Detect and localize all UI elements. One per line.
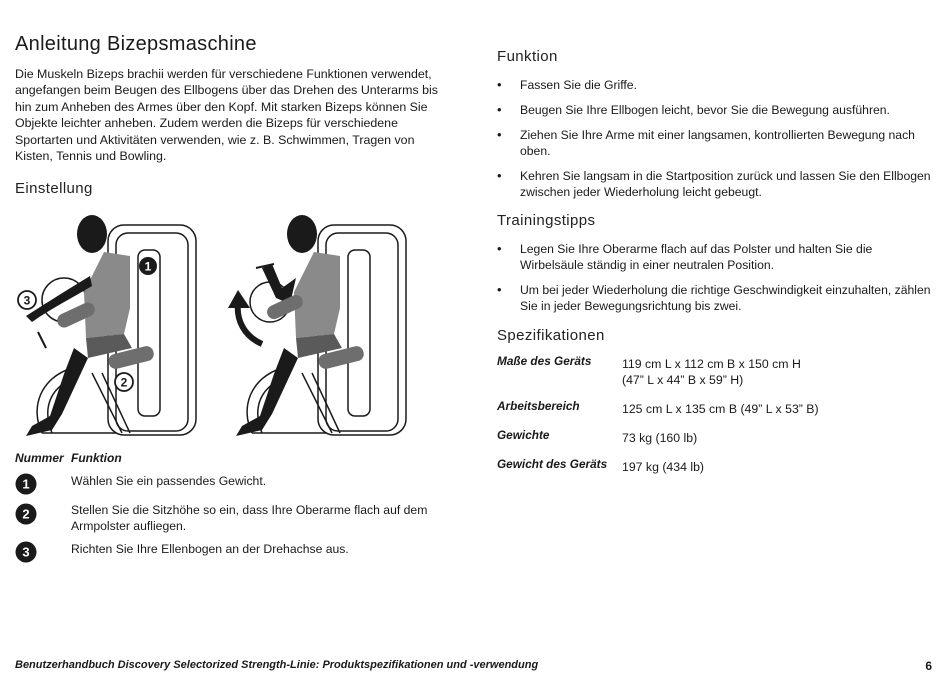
list-item-text: Um bei jeder Wiederholung die richtige Geschwindigkeit einzuhalten, zählen Sie in jeder Bewegungsrichtung bis zwei.	[520, 283, 931, 313]
spec-value-machine-weight: 197 kg (434 lb)	[622, 460, 705, 474]
head	[287, 215, 317, 253]
setup-heading: Einstellung	[15, 180, 93, 197]
page-number: 6	[925, 659, 932, 673]
legend-number-2-icon	[15, 503, 37, 525]
spec-label-workspace: Arbeitsbereich	[497, 399, 580, 413]
page-title: Anleitung Bizepsmaschine	[15, 33, 257, 55]
specs-heading: Spezifikationen	[497, 327, 605, 344]
spec-value-line: 119 cm L x 112 cm B x 150 cm H	[622, 357, 801, 371]
list-item-text: Fassen Sie die Griffe.	[520, 78, 637, 92]
spec-value-weights: 73 kg (160 lb)	[622, 431, 698, 445]
legend-number-2: 2	[22, 506, 30, 522]
intro-paragraph: Die Muskeln Bizeps brachii werden für verschiedene Funktionen verwendet, angefangen beim Beugen des Ellbogens über das Drehen des Unterarms bis hin zum Anheben des Armes über den Kopf. Mit starken Bizeps können Sie Objekte leichter anheben. Zudem werden die Bizeps für verschiedene Sportarten und Aktivitäten verwenden, wie z. B. Schwimmen, Tragen von Kisten, Tennis und Bowling.	[15, 67, 438, 164]
legend-number-1: 1	[22, 476, 30, 492]
callout-1-number: 1	[144, 259, 152, 274]
list-item-text: Kehren Sie langsam in die Startposition zurück und lassen Sie den Ellbogen zwischen jeder Wiederholung leicht gebeugt.	[520, 169, 931, 199]
callout-2-number: 2	[120, 375, 128, 390]
footer-text: Benutzerhandbuch Discovery Selectorized Strength-Linie: Produktspezifikationen und -verwendung	[15, 659, 539, 671]
machine-illustration-start	[12, 208, 212, 440]
list-item	[497, 127, 937, 159]
leg	[236, 348, 298, 436]
list-item-text: Ziehen Sie Ihre Arme mit einer langsamen, kontrollierten Bewegung nach oben.	[520, 128, 915, 158]
legend-text-1: Wählen Sie ein passendes Gewicht.	[71, 474, 267, 488]
function-list	[497, 77, 937, 209]
spec-value-workspace: 125 cm L x 135 cm B (49” L x 53” B)	[622, 402, 819, 416]
bullet-icon: •	[497, 102, 502, 117]
legend-number-3-icon	[15, 541, 37, 563]
callout-3	[18, 291, 36, 309]
function-heading: Funktion	[497, 48, 558, 65]
list-item	[497, 282, 937, 314]
bullet-icon: •	[497, 77, 502, 92]
leg	[26, 348, 88, 436]
bullet-icon: •	[497, 241, 502, 256]
legend-header-function: Funktion	[71, 451, 122, 465]
spec-value-line: (47” L x 44” B x 59” H)	[622, 373, 744, 387]
callout-1	[139, 257, 157, 275]
legend-header-number: Nummer	[15, 451, 64, 465]
legend-text-2: Stellen Sie die Sitzhöhe so ein, dass Ihre Oberarme flach auf dem Armpolster aufliegen.	[71, 503, 428, 533]
legend-number-3: 3	[22, 544, 30, 560]
handle-start	[38, 332, 46, 348]
machine-illustration-finish	[222, 208, 422, 440]
seat-post	[302, 373, 340, 433]
callout-3-number: 3	[23, 293, 31, 308]
list-item-text: Beugen Sie Ihre Ellbogen leicht, bevor Sie die Bewegung ausführen.	[520, 103, 890, 117]
legend-text-3: Richten Sie Ihre Ellenbogen an der Drehachse aus.	[71, 542, 349, 556]
list-item	[497, 168, 937, 200]
list-item	[497, 241, 937, 273]
list-item	[497, 102, 937, 118]
callout-2	[115, 373, 133, 391]
bullet-icon: •	[497, 127, 502, 142]
head	[77, 215, 107, 253]
tips-list	[497, 241, 937, 323]
spec-value-dimensions	[622, 356, 922, 388]
torso	[294, 252, 340, 338]
bullet-icon: •	[497, 282, 502, 297]
spec-label-machine-weight: Gewicht des Geräts	[497, 457, 608, 471]
torso	[84, 252, 130, 338]
list-item-text: Legen Sie Ihre Oberarme flach auf das Polster und halten Sie die Wirbelsäule ständig in einer neutralen Position.	[520, 242, 873, 272]
spec-label-dimensions: Maße des Geräts	[497, 354, 592, 368]
tips-heading: Trainingstipps	[497, 212, 596, 229]
weight-stack	[348, 250, 370, 416]
bullet-icon: •	[497, 168, 502, 183]
legend-number-1-icon	[15, 473, 37, 495]
list-item	[497, 77, 937, 93]
spec-label-weights: Gewichte	[497, 428, 550, 442]
